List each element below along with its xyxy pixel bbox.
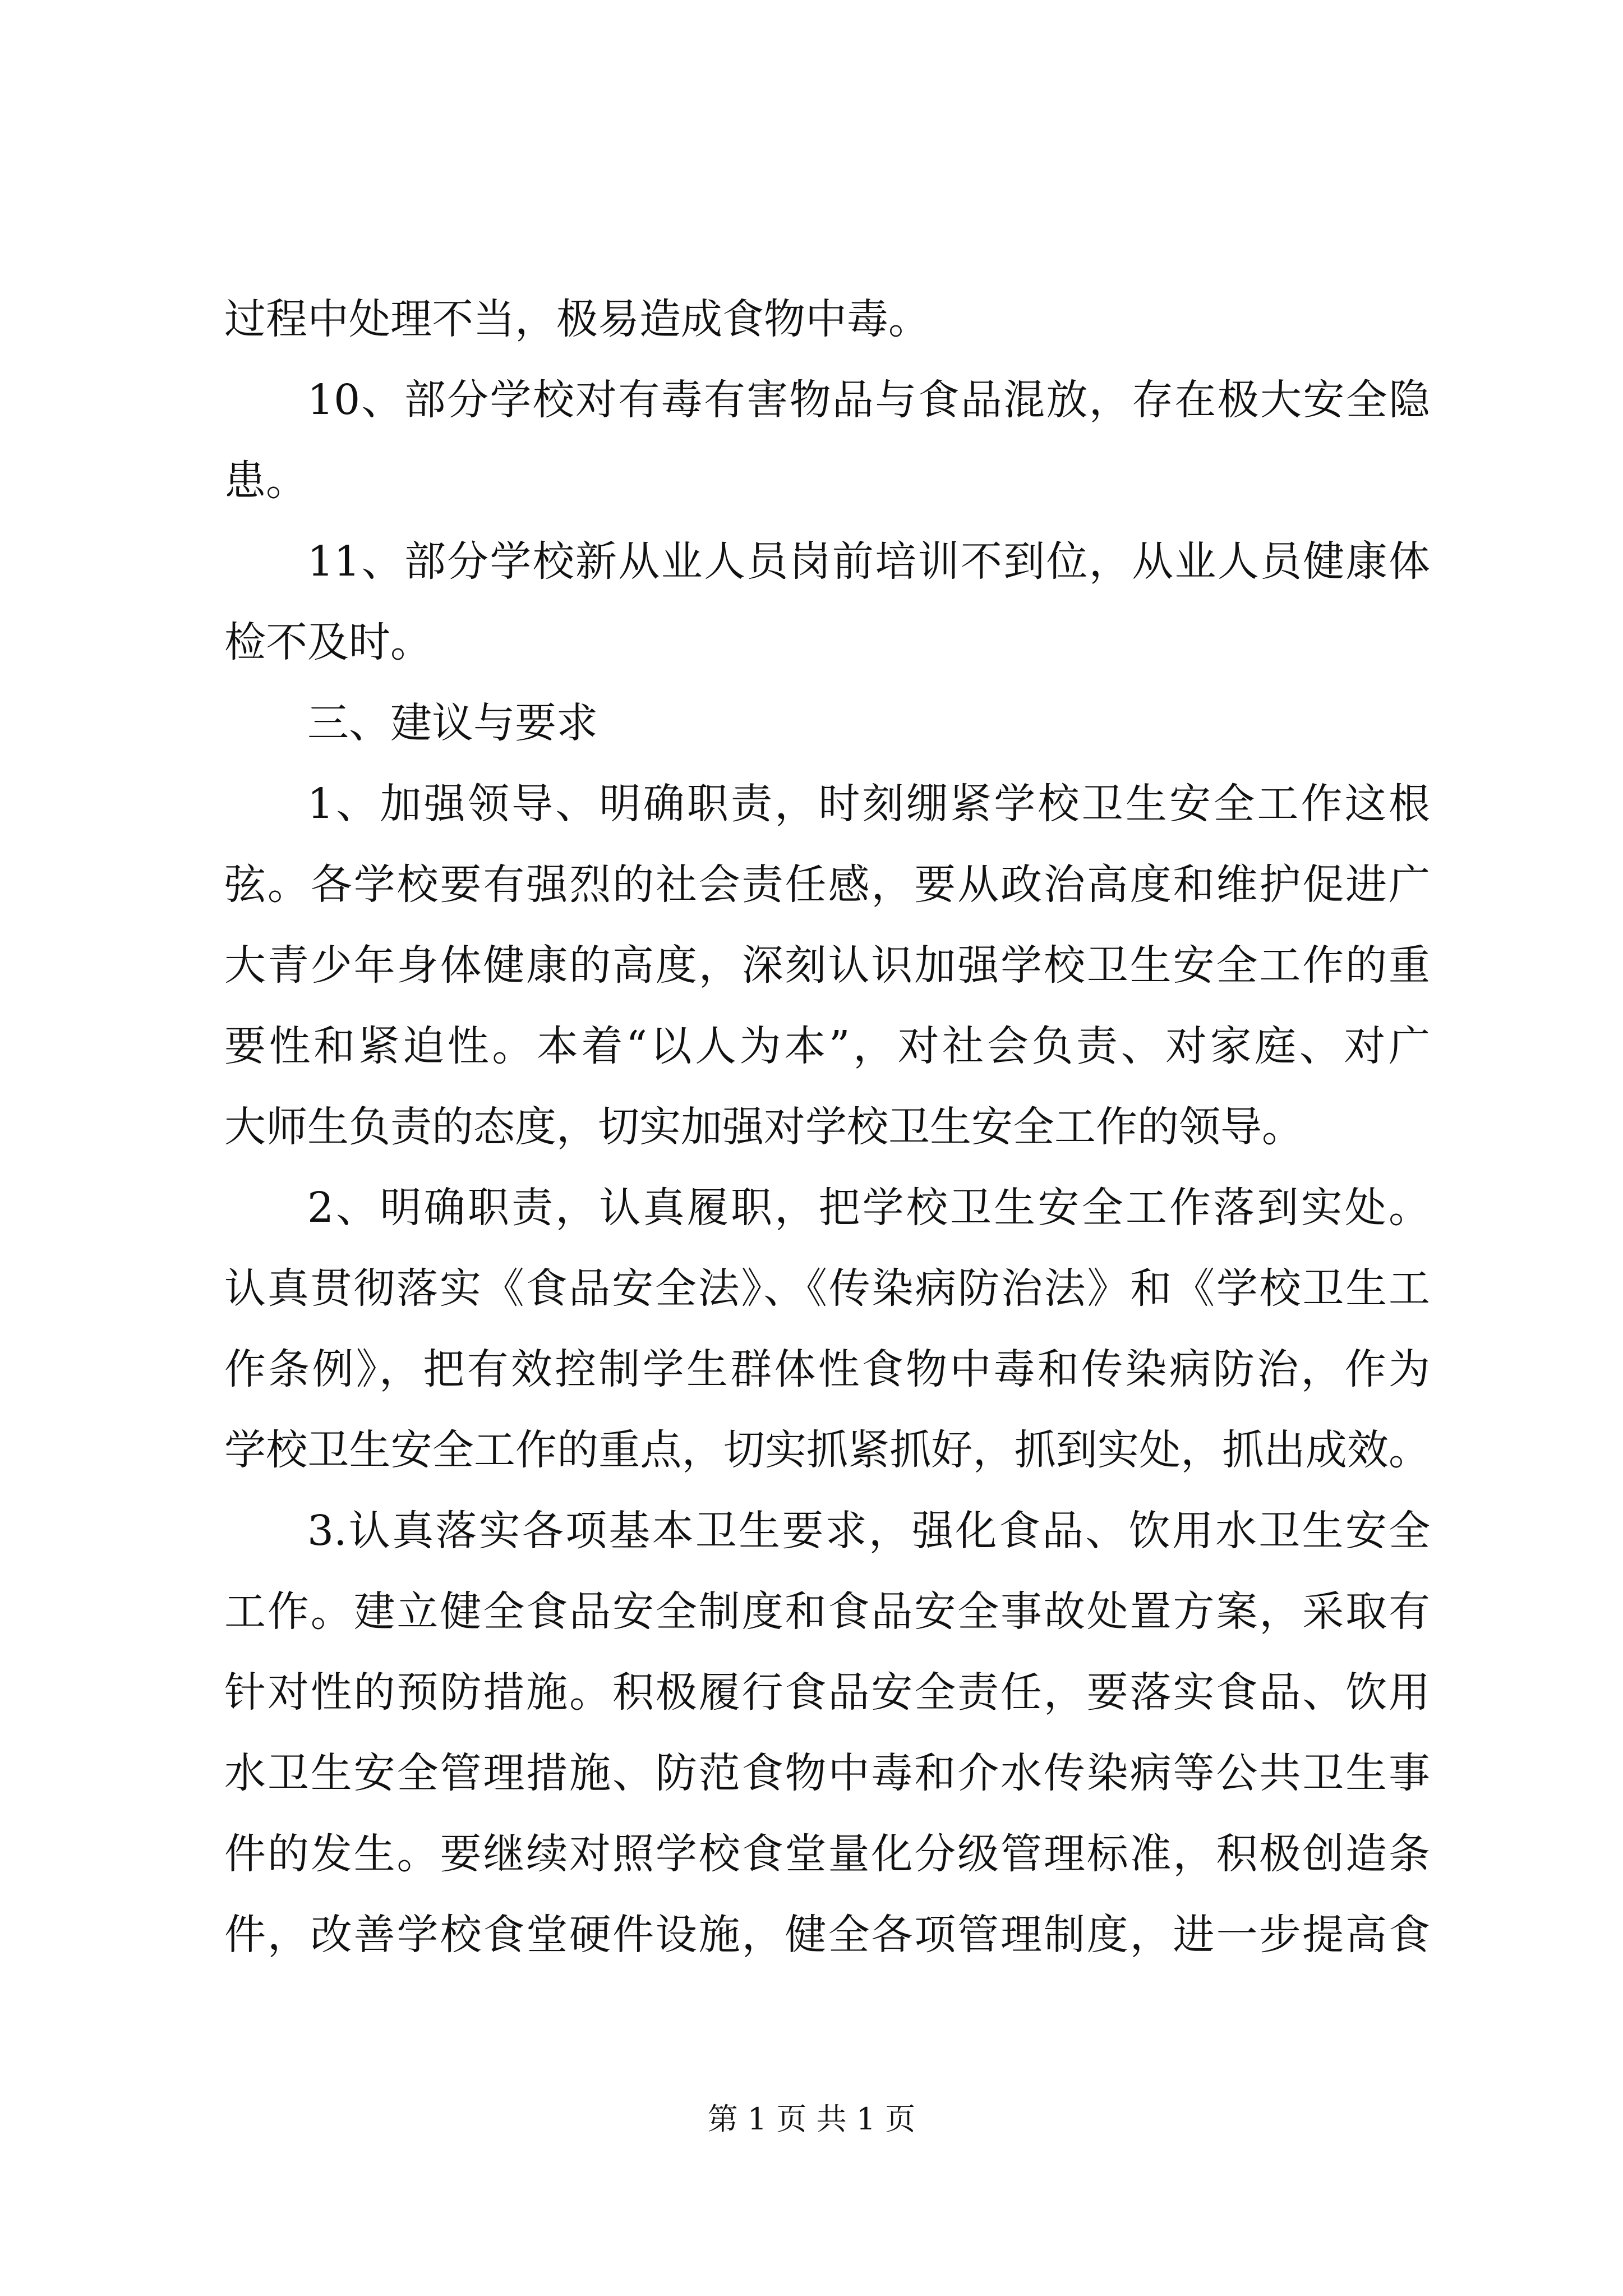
text-line: 弦。各学校要有强烈的社会责任感，要从政治高度和维护促进广 (224, 861, 1430, 909)
text-line: 件，改善学校食堂硬件设施，健全各项管理制度，进一步提高食 (224, 1911, 1430, 1959)
text-line: 10、部分学校对有毒有害物品与食品混放，存在极大安全隐 (307, 376, 1430, 424)
text-line: 水卫生安全管理措施、防范食物中毒和介水传染病等公共卫生事 (224, 1749, 1430, 1797)
text-line: 3.认真落实各项基本卫生要求，强化食品、饮用水卫生安全 (307, 1507, 1430, 1555)
section-heading: 三、建议与要求 (307, 699, 598, 747)
text-line: 1、加强领导、明确职责，时刻绷紧学校卫生安全工作这根 (307, 780, 1430, 828)
text-line: 检不及时。 (224, 618, 432, 666)
text-line: 大青少年身体健康的高度，深刻认识加强学校卫生安全工作的重 (224, 941, 1430, 990)
text-line: 大师生负责的态度，切实加强对学校卫生安全工作的领导。 (224, 1103, 1303, 1151)
text-line: 要性和紧迫性。本着“以人为本”，对社会负责、对家庭、对广 (224, 1022, 1430, 1070)
text-line: 学校卫生安全工作的重点，切实抓紧抓好，抓到实处，抓出成效。 (224, 1426, 1430, 1474)
text-line: 认真贯彻落实《食品安全法》、《传染病防治法》和《学校卫生工 (224, 1264, 1430, 1313)
text-line: 工作。建立健全食品安全制度和食品安全事故处置方案，采取有 (224, 1588, 1430, 1636)
text-line: 作条例》，把有效控制学生群体性食物中毒和传染病防治，作为 (224, 1345, 1430, 1393)
text-line: 过程中处理不当，极易造成食物中毒。 (224, 295, 930, 343)
text-line: 针对性的预防措施。积极履行食品安全责任，要落实食品、饮用 (224, 1668, 1430, 1717)
text-line: 患。 (224, 457, 307, 505)
text-line: 11、部分学校新从业人员岗前培训不到位，从业人员健康体 (307, 537, 1430, 586)
page-footer: 第 1 页 共 1 页 (707, 2101, 916, 2137)
text-line: 件的发生。要继续对照学校食堂量化分级管理标准，积极创造条 (224, 1830, 1430, 1878)
text-line: 2、明确职责，认真履职，把学校卫生安全工作落到实处。 (307, 1184, 1430, 1232)
